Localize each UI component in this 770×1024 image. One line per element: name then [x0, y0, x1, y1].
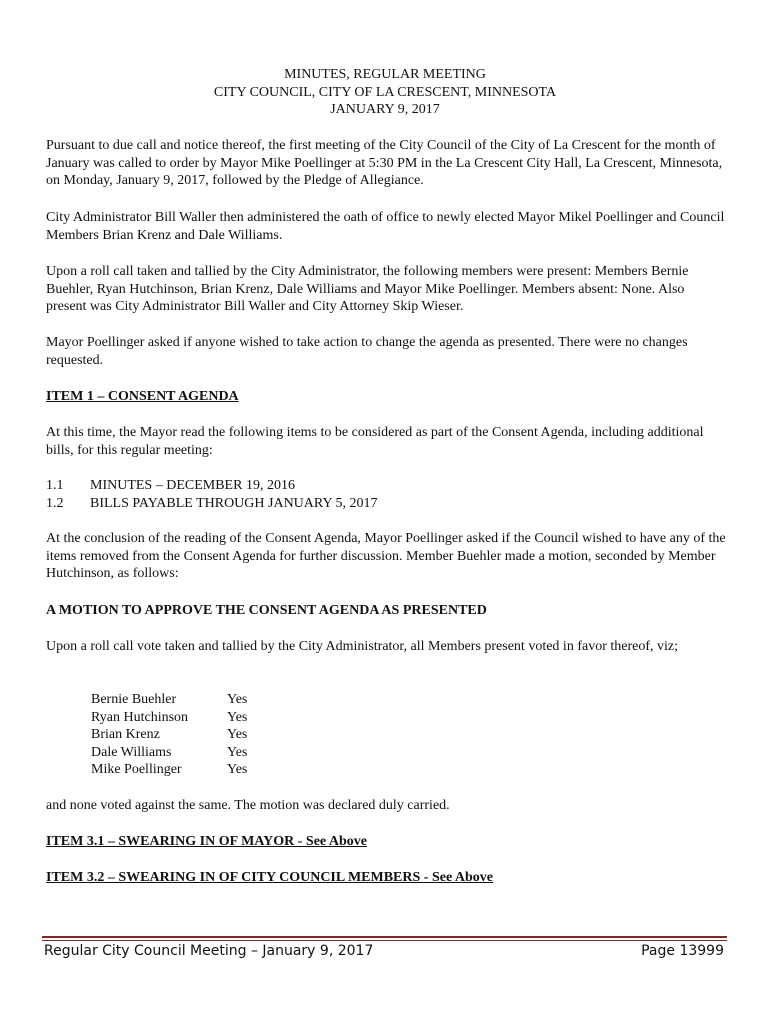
heading-item-1: ITEM 1 – CONSENT AGENDA — [46, 389, 239, 404]
document-title — [0, 66, 770, 119]
paragraph-consent-intro: At this time, the Mayor read the following items to be considered as part of the Consent Agenda, including additional bills, for this regular meeting: — [46, 425, 704, 458]
footer-meeting-title: Regular City Council Meeting – January 9, 2017 — [44, 943, 374, 959]
vote-value: Yes — [227, 709, 248, 725]
vote-value: Yes — [227, 727, 248, 742]
footer-page-number: Page 13999 — [641, 943, 724, 959]
paragraph-agenda-changes: Mayor Poellinger asked if anyone wished to take action to change the agenda as presented. There were no changes requested. — [46, 335, 688, 368]
paragraph-oath-of-office: City Administrator Bill Waller then administered the oath of office to newly elected Mayor Mikel Poellinger and Council Members Brian Krenz and Dale Williams. — [46, 210, 725, 243]
vote-member-name: Ryan Hutchinson — [91, 709, 189, 725]
footer-divider-thin — [42, 940, 727, 941]
list-item-number: 1.1 — [46, 478, 64, 493]
paragraph-motion-carried: and none voted against the same. The motion was declared duly carried. — [46, 798, 450, 813]
list-item-number: 1.2 — [46, 495, 64, 511]
vote-value: Yes — [227, 762, 248, 777]
title-line-3: JANUARY 9, 2017 — [330, 102, 440, 117]
vote-member-name: Mike Poellinger — [91, 762, 182, 777]
vote-value: Yes — [227, 692, 248, 707]
vote-value: Yes — [227, 744, 248, 760]
vote-member-name: Brian Krenz — [91, 727, 160, 742]
title-line-2: CITY COUNCIL, CITY OF LA CRESCENT, MINNESOTA — [213, 84, 557, 100]
footer-divider — [42, 936, 727, 938]
vote-member-name: Dale Williams — [91, 744, 172, 760]
heading-item-3-2: ITEM 3.2 – SWEARING IN OF CITY COUNCIL MEMBERS - See Above — [46, 870, 493, 885]
heading-item-3-1: ITEM 3.1 – SWEARING IN OF MAYOR - See Above — [46, 834, 367, 849]
heading-motion: A MOTION TO APPROVE THE CONSENT AGENDA AS PRESENTED — [46, 603, 487, 618]
vote-member-name: Bernie Buehler — [91, 692, 177, 707]
list-item-text: BILLS PAYABLE THROUGH JANUARY 5, 2017 — [90, 495, 378, 511]
paragraph-roll-call-vote: Upon a roll call vote taken and tallied by the City Administrator, all Members present voted in favor thereof, viz; — [46, 639, 678, 654]
paragraph-roll-call: Upon a roll call taken and tallied by the City Administrator, the following members were present: Members Bernie Buehler, Ryan Hutchinson, Brian Krenz, Dale Williams and Mayor Mike Poellinger. Members absent: None. Also present was City Administrator Bill Waller and City Attorney Skip Wieser. — [46, 264, 689, 314]
paragraph-call-to-order: Pursuant to due call and notice thereof, the first meeting of the City Council of the City of La Crescent for the month of January was called to order by Mayor Mike Poellinger at 5:30 PM in the La Crescent City Hall, La Crescent, Minnesota, on Monday, January 9, 2017, followed by the Pledge of Allegiance. — [46, 138, 723, 188]
title-line-1: MINUTES, REGULAR MEETING — [284, 67, 486, 82]
paragraph-consent-conclusion: At the conclusion of the reading of the Consent Agenda, Mayor Poellinger asked if the Council wished to have any of the items removed from the Consent Agenda for further discussion. Member Buehler made a motion, seconded by Member Hutchinson, as follows: — [46, 531, 726, 581]
list-item-text: MINUTES – DECEMBER 19, 2016 — [90, 478, 295, 493]
